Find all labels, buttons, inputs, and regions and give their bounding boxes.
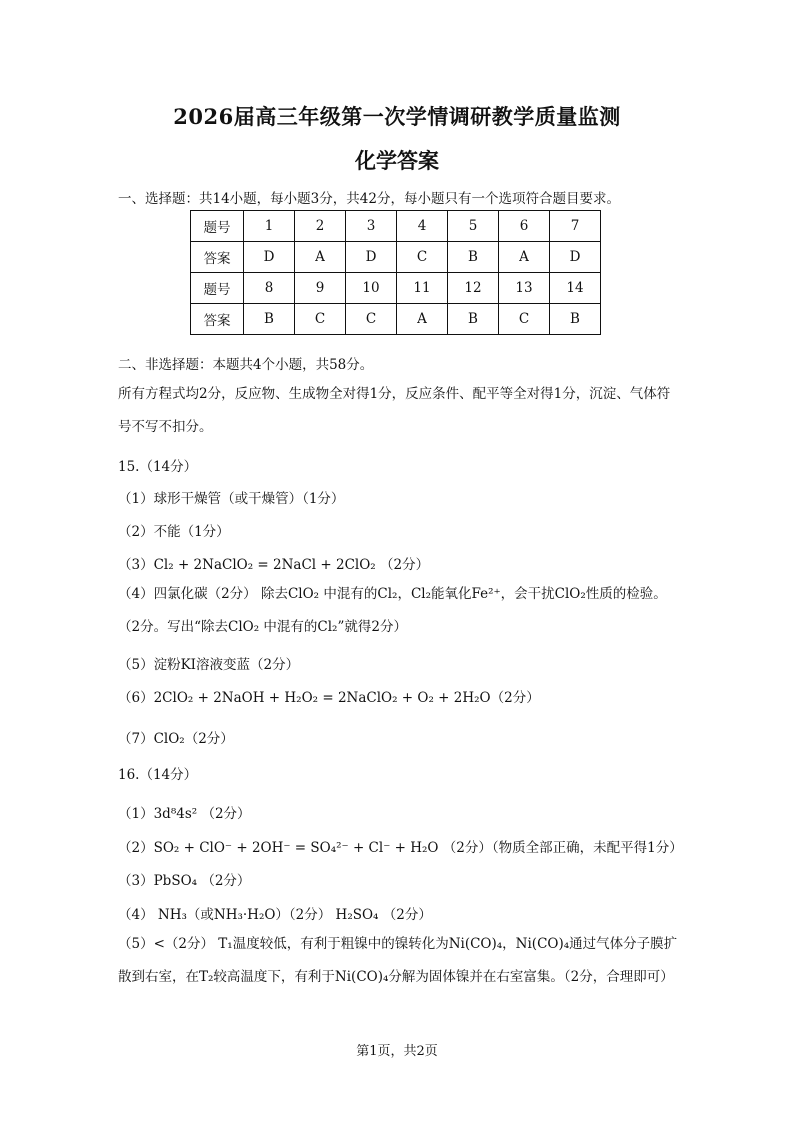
q16-answer-2: （2）SO₂ + ClO⁻ + 2OH⁻ = SO₄²⁻ + Cl⁻ + H₂O （2分）（物质全部正确，未配平得1分）	[118, 840, 683, 856]
table-cell: C	[346, 304, 397, 335]
table-cell: 6	[499, 211, 550, 242]
q15-answer-4: （4）四氯化碳（2分） 除去ClO₂ 中混有的Cl₂，Cl₂能氧化Fe²⁺，会干扰ClO₂性质的检验。（2分。写出“除去ClO₂ 中混有的Cl₂”就得2分）	[118, 586, 667, 635]
q15-answer-3: （3）Cl₂ + 2NaClO₂ = 2NaCl + 2ClO₂ （2分）	[118, 557, 430, 573]
table-cell: D	[550, 242, 601, 273]
q15-answer-1: （1）球形干燥管（或干燥管）（1分）	[118, 491, 345, 507]
scoring-note: 所有方程式均2分，反应物、生成物全对得1分，反应条件、配平等全对得1分，沉淀、气体符号不写不扣分。	[118, 386, 671, 435]
row-label: 题号	[191, 273, 244, 304]
row-label: 题号	[191, 211, 244, 242]
table-cell: B	[244, 304, 295, 335]
page-footer: 第1页，共2页	[356, 1044, 438, 1059]
table-cell: B	[550, 304, 601, 335]
table-cell: C	[499, 304, 550, 335]
table-row	[191, 211, 601, 242]
table-cell: 12	[448, 273, 499, 304]
table-cell: A	[295, 242, 346, 273]
table-row	[191, 304, 601, 335]
q16-answer-4: （4） NH₃（或NH₃·H₂O）（2分） H₂SO₄ （2分）	[118, 907, 432, 923]
table-cell: D	[346, 242, 397, 273]
table-cell: 5	[448, 211, 499, 242]
row-label: 答案	[191, 242, 244, 273]
q15-header: 15.（14分）	[118, 459, 198, 475]
q15-answer-6: （6）2ClO₂ + 2NaOH + H₂O₂ = 2NaClO₂ + O₂ + 2H₂O（2分）	[118, 690, 540, 706]
table-cell: B	[448, 242, 499, 273]
table-cell: 2	[295, 211, 346, 242]
table-row	[191, 273, 601, 304]
section1-heading: 一、选择题：共14小题，每小题3分，共42分，每小题只有一个选项符合题目要求。	[118, 191, 620, 207]
q15-answer-2: （2）不能（1分）	[118, 524, 230, 540]
answer-table	[190, 210, 601, 335]
table-cell: C	[295, 304, 346, 335]
q16-header: 16.（14分）	[118, 767, 198, 783]
table-cell: A	[499, 242, 550, 273]
q16-answer-5: （5）<（2分） T₁温度较低，有利于粗镍中的镍转化为Ni(CO)₄，Ni(CO)₄通过气体分子膜扩散到右室，在T₂较高温度下，有利于Ni(CO)₄分解为固体镍并在右室富集。（2分，合理即可）	[118, 936, 678, 985]
table-row	[191, 242, 601, 273]
q15-answer-7: （7）ClO₂（2分）	[118, 731, 234, 747]
table-cell: 14	[550, 273, 601, 304]
q16-answer-1: （1）3d⁸4s² （2分）	[118, 806, 251, 822]
table-cell: 1	[244, 211, 295, 242]
q15-answer-5: （5）淀粉KI溶液变蓝（2分）	[118, 657, 300, 673]
row-label: 答案	[191, 304, 244, 335]
table-cell: 4	[397, 211, 448, 242]
table-cell: A	[397, 304, 448, 335]
table-cell: 3	[346, 211, 397, 242]
table-cell: 10	[346, 273, 397, 304]
page-subtitle: 化学答案	[355, 148, 439, 173]
table-cell: 13	[499, 273, 550, 304]
table-cell: D	[244, 242, 295, 273]
table-cell: C	[397, 242, 448, 273]
table-cell: B	[448, 304, 499, 335]
section2-heading: 二、非选择题：本题共4个小题，共58分。	[118, 357, 374, 373]
q16-answer-3: （3）PbSO₄ （2分）	[118, 873, 251, 889]
page-title: 2026届高三年级第一次学情调研教学质量监测	[173, 104, 621, 129]
table-cell: 9	[295, 273, 346, 304]
table-cell: 7	[550, 211, 601, 242]
table-cell: 8	[244, 273, 295, 304]
table-cell: 11	[397, 273, 448, 304]
